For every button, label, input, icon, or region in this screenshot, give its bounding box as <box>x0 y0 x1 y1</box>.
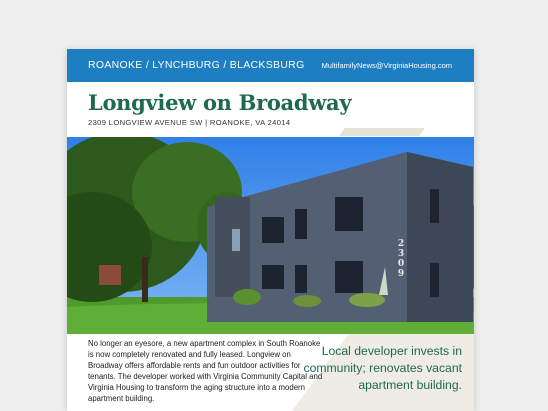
building-number-sign <box>396 239 406 279</box>
building-number-digit: 3 <box>397 249 405 259</box>
building-number-digit: 0 <box>397 259 405 269</box>
article-body: No longer an eyesore, a new apartment complex in South Roanoke is now completely renovated and fully leased. Longview on Broadway offers affordable rents and fun outdoor activities for tenants. The developer worked with Virginia Community Capital and Virginia Housing to transform the aging structure into a modern apartment building. <box>88 339 323 403</box>
contact-email-link[interactable]: MultifamilyNews@VirginiaHousing.com <box>321 61 452 70</box>
building-number-digit: 9 <box>397 269 405 279</box>
property-address: 2309 LONGVIEW AVENUE SW | ROANOKE, VA 24014 <box>88 118 291 127</box>
page-title: Longview on Broadway <box>88 90 352 115</box>
header-bar <box>67 49 474 82</box>
building-photo <box>67 137 474 334</box>
building-photo-illustration <box>67 137 474 334</box>
region-label: ROANOKE / LYNCHBURG / BLACKSBURG <box>88 59 305 71</box>
bush <box>233 289 261 305</box>
building-number-digit: 2 <box>397 239 405 249</box>
decorative-stripe <box>339 128 425 136</box>
newsletter-page <box>67 49 474 411</box>
pull-quote: Local developer invests in community; renovates vacant apartment building. <box>303 344 462 392</box>
